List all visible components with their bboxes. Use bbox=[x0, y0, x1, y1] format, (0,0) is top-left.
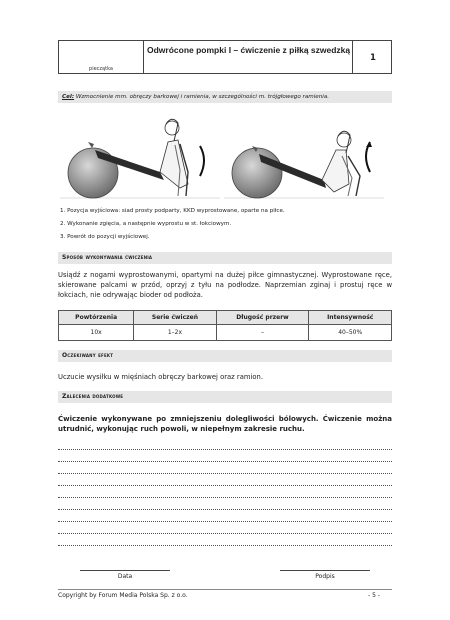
note-line bbox=[58, 509, 392, 510]
date-label: Data bbox=[117, 573, 133, 580]
signature-label: Podpis bbox=[315, 573, 335, 580]
goal-text: Wzmocnienie mm. obręczy barkowej i ramienia, w szczególności m. trójgłowego ramienia. bbox=[75, 94, 330, 100]
note-line bbox=[58, 533, 392, 534]
table-cell: – bbox=[216, 325, 309, 341]
gym-ball bbox=[232, 148, 282, 198]
recommendations-heading: Zalecenia dodatkowe bbox=[58, 391, 392, 403]
method-text: Usiądź z nogami wyprostowanymi, opartymi na dużej piłce gimnastycznej. Wyprostowane ręce, skierowane palcami w przód, oprzyj z tyłu na podłodze. Naprzemian zginaj i prostuj ręce w łokciach, nie odrywając bioder od podłoża. bbox=[58, 271, 392, 299]
table-cell: 40–50% bbox=[309, 325, 392, 341]
footer-copyright: Copyright by Forum Media Polska Sp. z o.o. bbox=[58, 592, 188, 599]
table-header: Długość przerw bbox=[216, 311, 309, 325]
table-header: Serie ćwiczeń bbox=[134, 311, 216, 325]
header-table bbox=[58, 40, 392, 74]
table-cell: 10x bbox=[59, 325, 134, 341]
goal-bar bbox=[58, 91, 392, 103]
method-heading: Sposób wykonywania ćwiczenia bbox=[58, 252, 392, 264]
note-line bbox=[58, 485, 392, 486]
effect-text: Uczucie wysiłku w mięśniach obręczy barkowej oraz ramion. bbox=[58, 373, 264, 381]
table-cell: 1–2x bbox=[134, 325, 216, 341]
table-header: Intensywność bbox=[309, 311, 392, 325]
table-header: Powtórzenia bbox=[59, 311, 134, 325]
step-item: 2. Wykonanie zgięcia, a następnie wyprostu w st. łokciowym. bbox=[60, 221, 232, 227]
note-line bbox=[58, 449, 392, 450]
steps-list bbox=[60, 205, 285, 244]
exercise-title: Odwrócone pompki I – ćwiczenie z piłką szwedzką bbox=[143, 41, 353, 73]
step-item: 3. Powrót do pozycji wyjściowej. bbox=[60, 234, 150, 240]
exercise-figure-start bbox=[60, 110, 220, 202]
note-line bbox=[58, 473, 392, 474]
date-line bbox=[80, 570, 170, 571]
footer-divider bbox=[58, 589, 392, 590]
stamp-cell bbox=[59, 41, 144, 73]
note-line bbox=[58, 461, 392, 462]
parameters-table bbox=[58, 310, 392, 341]
note-line bbox=[58, 497, 392, 498]
goal-label: Cel: bbox=[62, 94, 75, 100]
note-line bbox=[58, 545, 392, 546]
recommendations-text: Ćwiczenie wykonywane po zmniejszeniu dolegliwości bólowych. Ćwiczenie można utrudnić, wykonując ruch powoli, w niepełnym zakresie ruchu. bbox=[58, 415, 392, 433]
page-number: - 5 - bbox=[368, 592, 380, 599]
signature-line bbox=[280, 570, 370, 571]
stamp-label: pieczątka bbox=[89, 66, 113, 72]
exercise-figure-end bbox=[224, 110, 384, 202]
note-line bbox=[58, 521, 392, 522]
exercise-number: 1 bbox=[370, 53, 376, 63]
step-item: 1. Pozycja wyjściowa: siad prosty podparty, KKD wyprostowane, oparte na piłce. bbox=[60, 208, 285, 214]
table-row bbox=[59, 325, 392, 341]
effect-heading: Oczekiwany efekt bbox=[58, 350, 392, 362]
